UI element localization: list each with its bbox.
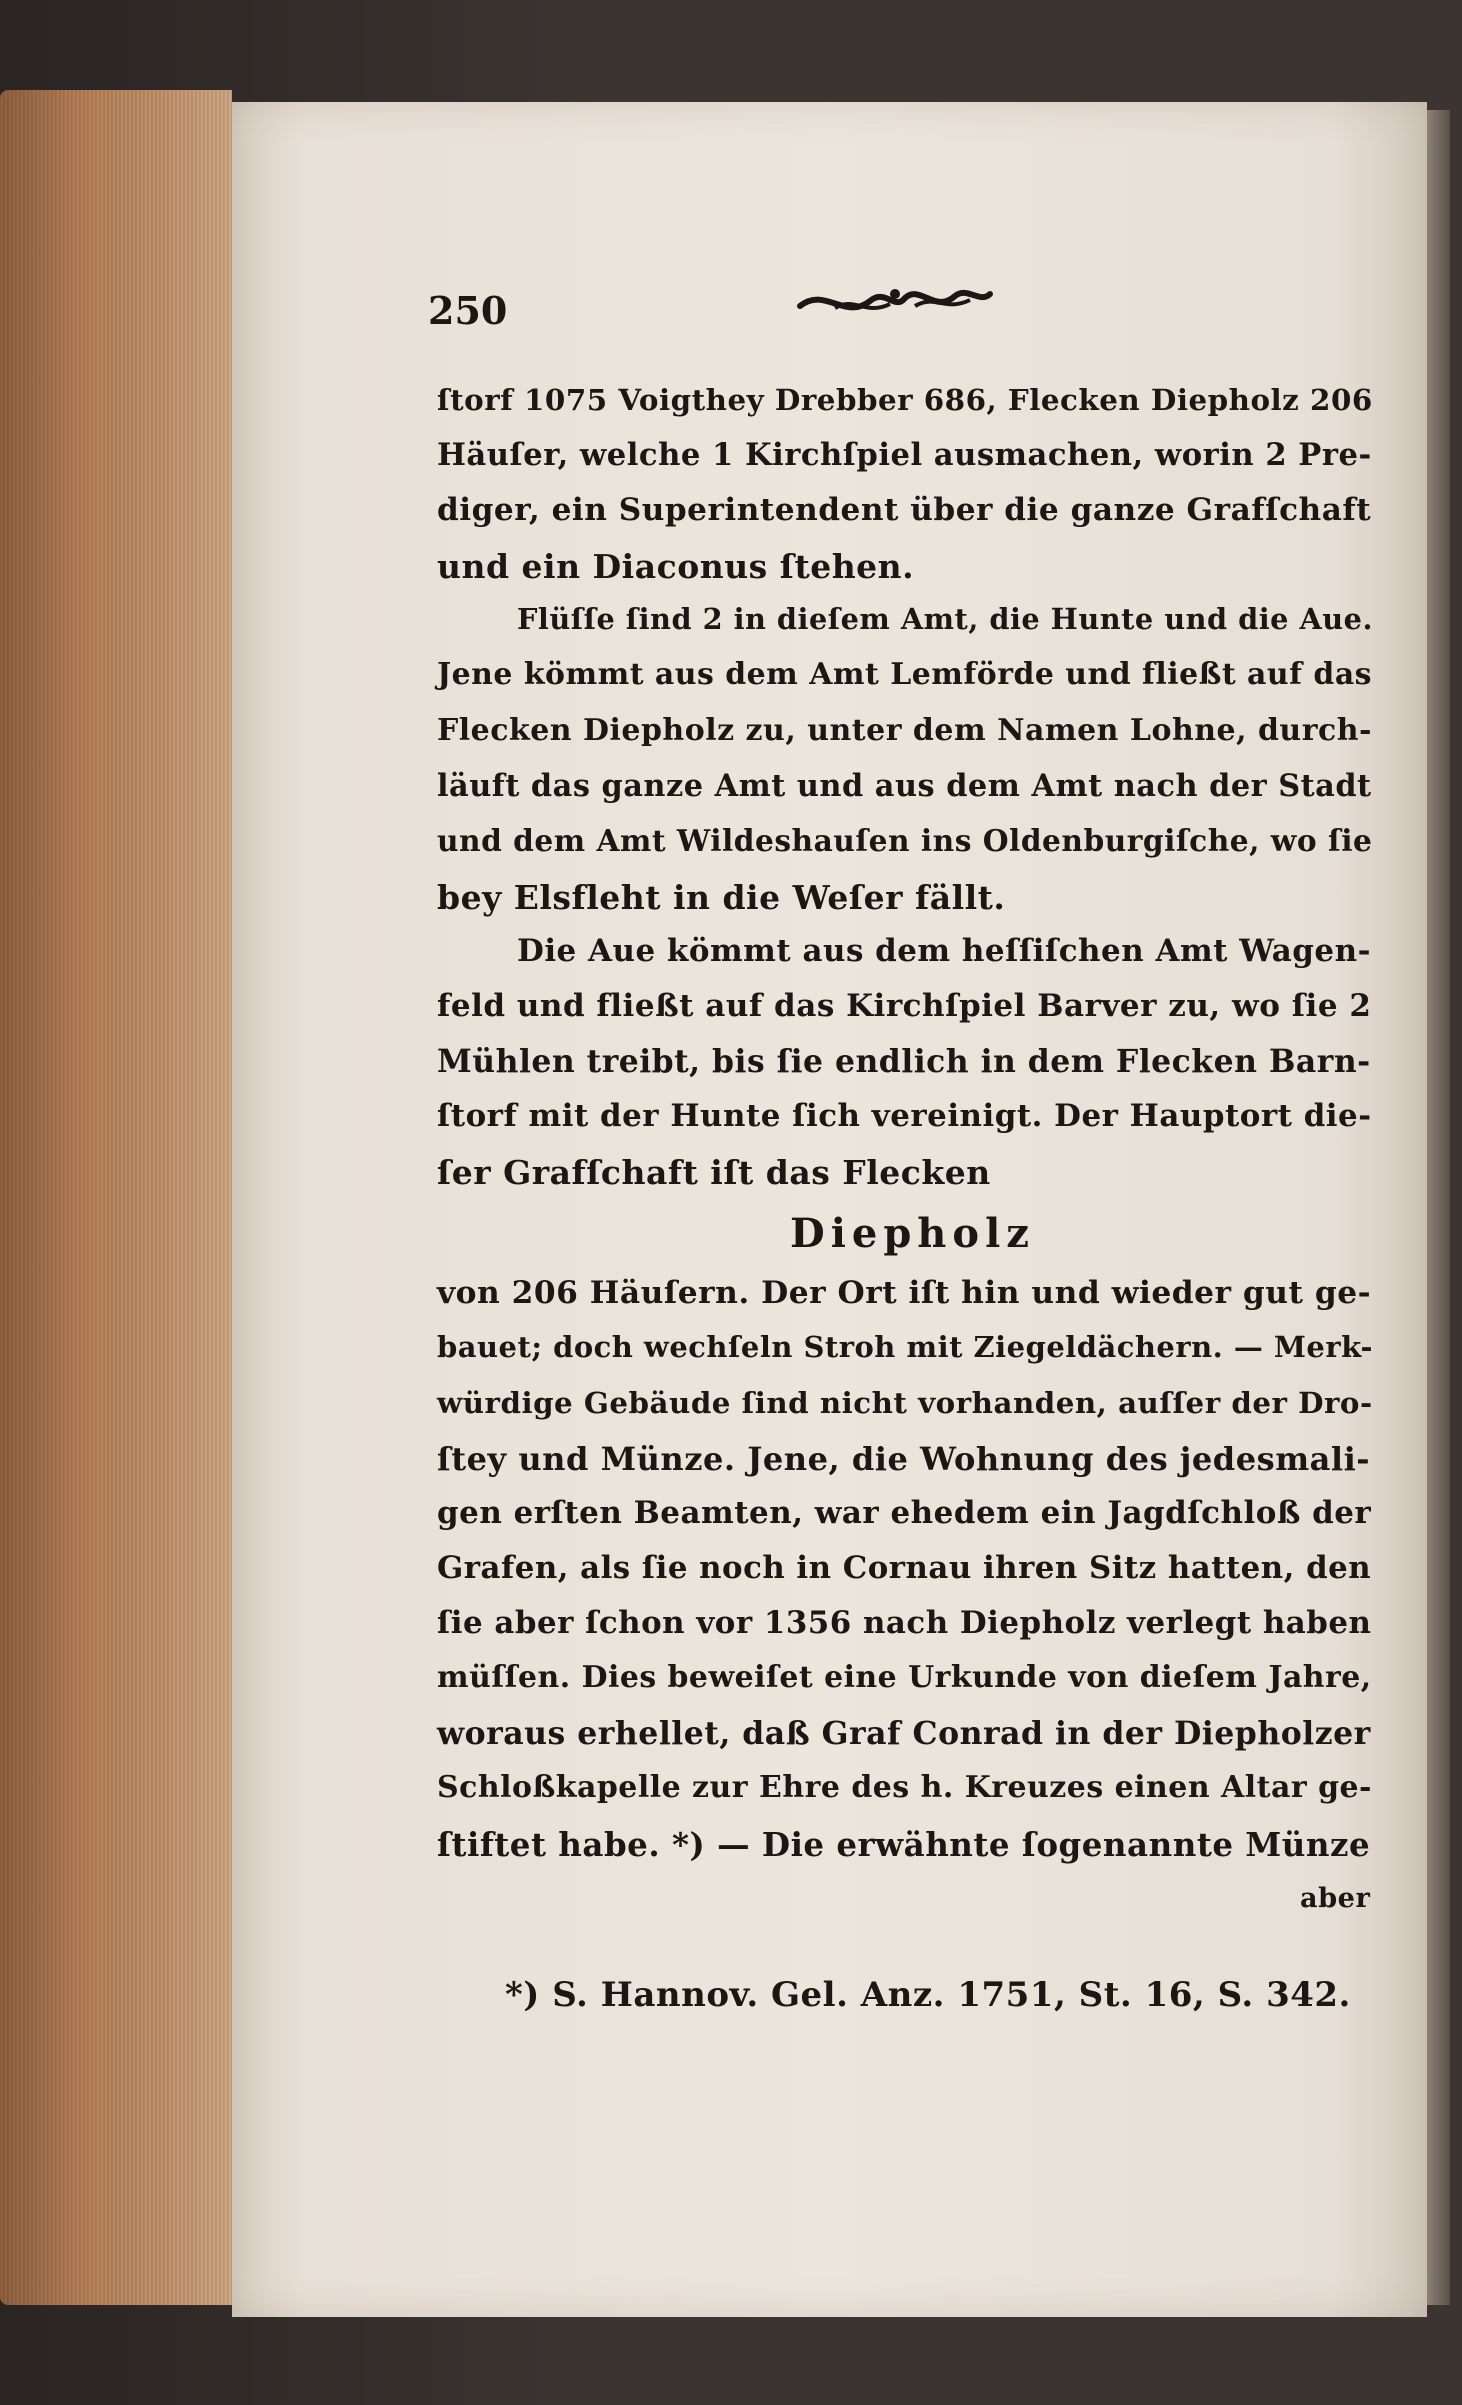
text-line: ſer Grafſchaft iſt das Flecken [437, 1153, 991, 1192]
text-line: Jene kömmt aus dem Amt Lemförde und fließt auf das [437, 657, 1373, 692]
text-line: würdige Gebäude ſind nicht vorhanden, auſſer der Dro- [437, 1385, 1373, 1420]
page-number: 250 [428, 288, 508, 333]
text-line: bey Elsfleht in die Weſer fällt. [437, 878, 1006, 917]
text-line: Mühlen treibt, bis ſie endlich in dem Flecken Barn- [437, 1043, 1371, 1080]
text-line: woraus erhellet, daß Graf Conrad in der Diepholzer [437, 1715, 1371, 1752]
text-line: feld und fließt auf das Kirchſpiel Barver zu, wo ſie 2 [437, 988, 1372, 1024]
text-line: Häuſer, welche 1 Kirchſpiel ausmachen, worin 2 Pre- [437, 437, 1372, 473]
vignette-ornament-icon [795, 276, 995, 326]
text-line: ſtorf 1075 Voigthey Drebber 686, Flecken Diepholz 206 [437, 382, 1373, 417]
book-page-edges [0, 90, 232, 2305]
text-line: Die Aue kömmt aus dem heſſiſchen Amt Wagen- [517, 933, 1371, 969]
text-line: müſſen. Dies beweiſet eine Urkunde von dieſem Jahre, [437, 1660, 1372, 1695]
text-line: diger, ein Superintendent über die ganze Grafſchaft [437, 492, 1372, 528]
text-line: und ein Diaconus ſtehen. [437, 547, 915, 586]
text-line: Flecken Diepholz zu, unter dem Namen Lohne, durch- [437, 713, 1372, 748]
text-line: Flüſſe ſind 2 in dieſem Amt, die Hunte und die Aue. [517, 602, 1373, 636]
text-line: Grafen, als ſie noch in Cornau ihren Sitz hatten, den [437, 1550, 1372, 1586]
text-line: ſtey und Münze. Jene, die Wohnung des jedesmali- [437, 1440, 1371, 1478]
section-heading: Diepholz [790, 1210, 1035, 1257]
text-line: gen erſten Beamten, war ehedem ein Jagdſchloß der [437, 1495, 1372, 1531]
text-line: und dem Amt Wildeshauſen ins Oldenburgiſche, wo ſie [437, 823, 1373, 858]
text-line: bauet; doch wechſeln Stroh mit Ziegeldächern. — Merk- [437, 1330, 1373, 1364]
catchword: aber [1300, 1882, 1371, 1914]
text-line: ſtorf mit der Hunte ſich vereinigt. Der Hauptort die- [437, 1098, 1372, 1134]
text-line: ſie aber ſchon vor 1356 nach Diepholz verlegt haben [437, 1605, 1372, 1641]
text-line: Schloßkapelle zur Ehre des h. Kreuzes einen Altar ge- [437, 1770, 1372, 1805]
footnote: *) S. Hannov. Gel. Anz. 1751, St. 16, S. 342. [505, 1975, 1351, 2015]
text-line: läuft das ganze Amt und aus dem Amt nach der Stadt [437, 768, 1372, 804]
text-line: von 206 Häuſern. Der Ort iſt hin und wieder gut ge- [437, 1275, 1372, 1311]
text-line: ſtiftet habe. *) — Die erwähnte ſogenannte Münze [437, 1825, 1371, 1864]
